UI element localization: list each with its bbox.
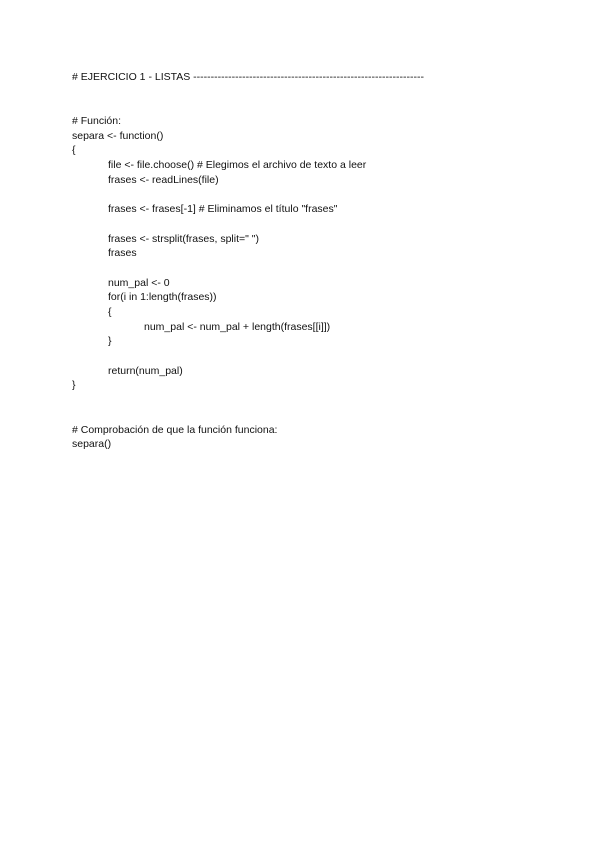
code-line [72,393,572,408]
code-line [72,217,572,232]
code-line: for(i in 1:length(frases)) [108,291,217,304]
code-line: frases <- strsplit(frases, split=" ") [108,232,259,245]
code-line: frases <- frases[-1] # Eliminamos el título "frases" [108,203,338,216]
code-line [72,99,572,114]
code-line: { [108,306,112,318]
code-line [72,188,572,203]
code-line [72,85,572,100]
code-line: separa <- function() [72,129,164,142]
code-line: } [108,335,112,348]
code-line [72,261,572,276]
code-line: file <- file.choose() # Elegimos el archivo de texto a leer [108,159,367,172]
code-line: # Función: [72,115,122,128]
code-line [72,349,572,364]
code-line: num_pal <- num_pal + length(frases[[i]]) [144,320,331,333]
code-line: frases [108,247,137,260]
code-line: frases <- readLines(file) [108,173,219,186]
code-line: return(num_pal) [108,364,183,377]
code-line: } [72,379,76,392]
code-listing [72,70,572,452]
code-line: { [72,144,76,157]
code-line [72,408,572,423]
code-line: # EJERCICIO 1 - LISTAS ------------------------------------------------------------------ [72,71,424,83]
code-line: separa() [72,438,112,451]
code-line: # Comprobación de que la función funciona: [72,423,278,436]
code-line: num_pal <- 0 [108,276,170,289]
